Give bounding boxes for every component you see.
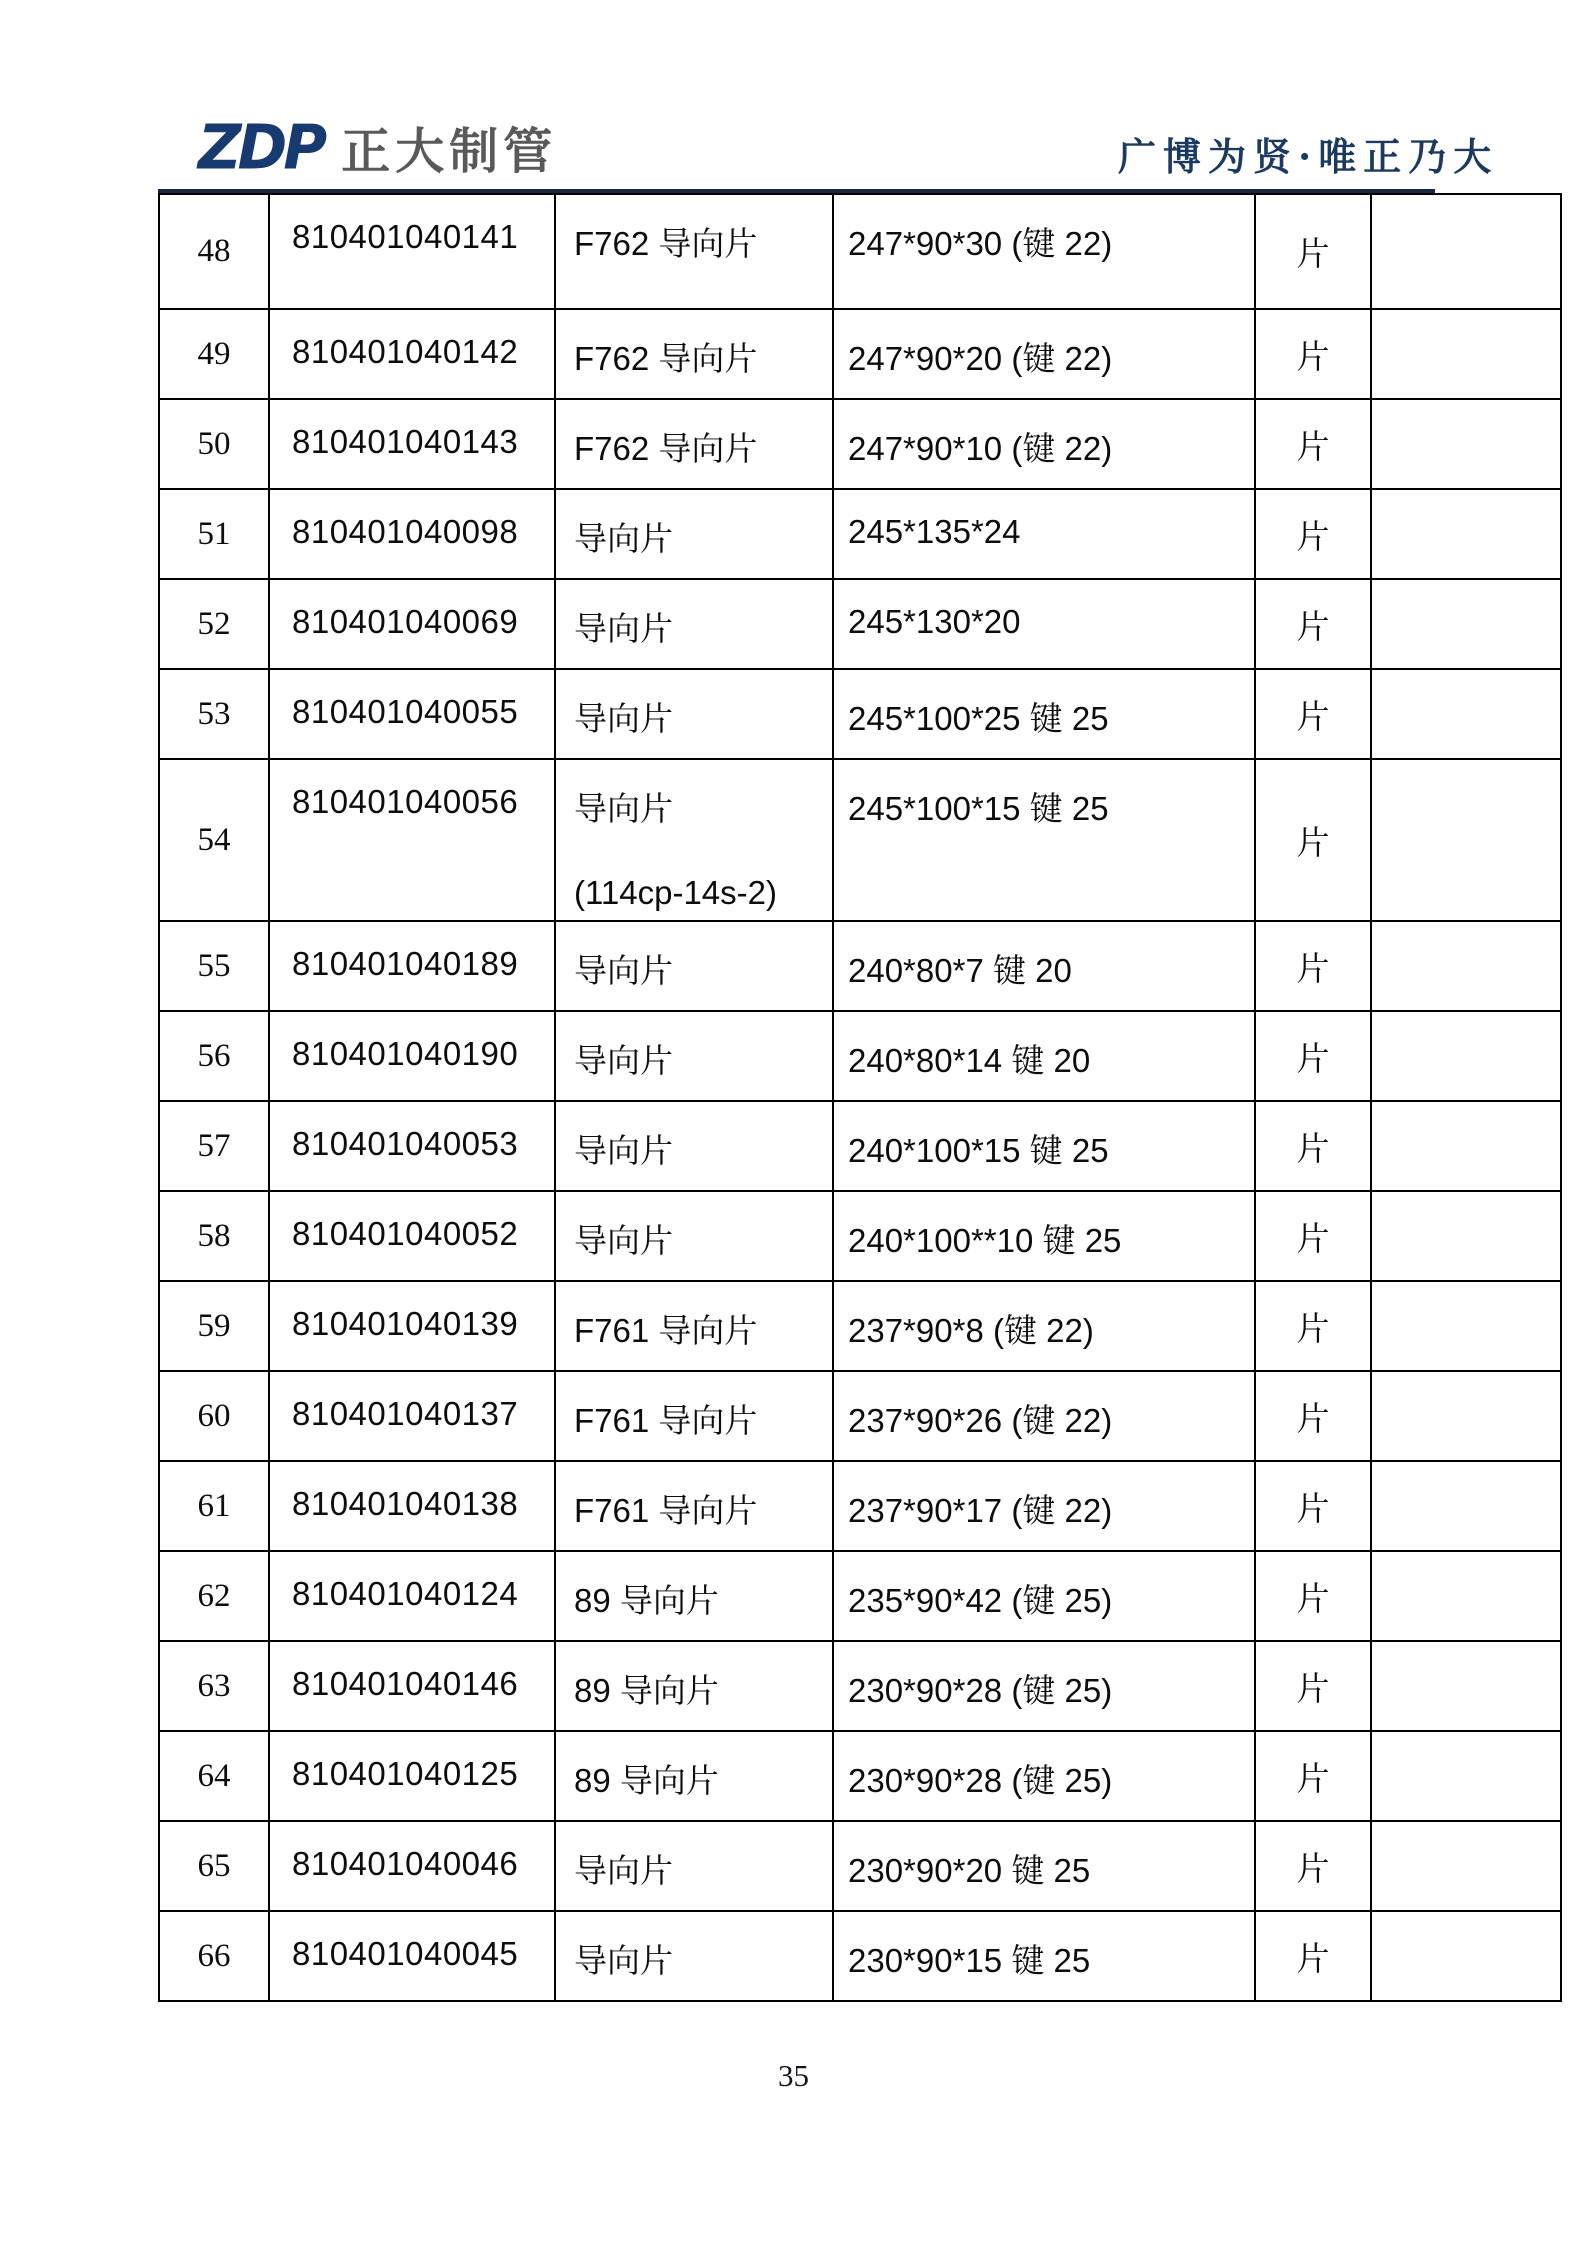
note-cell [1371,1731,1561,1821]
table-row [159,194,1561,309]
note-cell [1371,669,1561,759]
row-number-cell: 66 [159,1911,269,2001]
unit-cell: 片 [1255,1821,1371,1911]
table-row [159,309,1561,399]
material-name-line1: F762 导向片 [574,225,758,262]
table-row [159,1821,1561,1911]
parts-table [158,193,1562,2002]
row-number-cell: 52 [159,579,269,669]
row-number-cell: 57 [159,1101,269,1191]
table-row [159,759,1561,921]
note-cell [1371,1191,1561,1281]
table-row [159,1641,1561,1731]
spec-cell: 240*100**10 键 25 [833,1191,1255,1281]
material-name-line1: 导向片 [574,1942,673,1979]
material-code-cell: 810401040045 [269,1911,555,2001]
material-code-cell: 810401040098 [269,489,555,579]
row-number-cell: 49 [159,309,269,399]
material-name-cell [555,309,833,399]
note-cell [1371,489,1561,579]
material-code-cell: 810401040046 [269,1821,555,1911]
spec-cell: 247*90*20 (键 22) [833,309,1255,399]
material-name-line1: 导向片 [574,520,673,557]
material-code-cell: 810401040146 [269,1641,555,1731]
material-name-cell [555,579,833,669]
material-code-cell: 810401040056 [269,759,555,921]
row-number-cell: 63 [159,1641,269,1731]
row-number-cell: 60 [159,1371,269,1461]
spec-cell: 240*100*15 键 25 [833,1101,1255,1191]
table-row [159,399,1561,489]
row-number-cell: 48 [159,194,269,309]
header-slogan: 广博为贤·唯正乃大 [1118,134,1499,179]
unit-cell: 片 [1255,1281,1371,1371]
table-row [159,669,1561,759]
unit-cell: 片 [1255,1551,1371,1641]
material-code-cell: 810401040055 [269,669,555,759]
row-number-cell: 54 [159,759,269,921]
material-name-line1: F762 导向片 [574,340,758,377]
material-name-cell [555,1731,833,1821]
material-code-cell: 810401040190 [269,1011,555,1101]
row-number-cell: 53 [159,669,269,759]
note-cell [1371,1281,1561,1371]
material-code-cell: 810401040189 [269,921,555,1011]
spec-cell: 245*100*15 键 25 [833,759,1255,921]
spec-cell: 230*90*15 键 25 [833,1911,1255,2001]
spec-cell: 247*90*30 (键 22) [833,194,1255,309]
material-code-cell: 810401040137 [269,1371,555,1461]
row-number-cell: 59 [159,1281,269,1371]
note-cell [1371,1461,1561,1551]
note-cell [1371,1911,1561,2001]
material-name-cell [555,1011,833,1101]
material-name-cell [555,1191,833,1281]
unit-cell: 片 [1255,579,1371,669]
spec-cell: 237*90*8 (键 22) [833,1281,1255,1371]
spec-cell: 245*135*24 [833,489,1255,579]
company-name: 正大制管 [341,124,558,179]
row-number-cell: 58 [159,1191,269,1281]
material-name-cell [555,921,833,1011]
note-cell [1371,1641,1561,1731]
material-code-cell: 810401040069 [269,579,555,669]
note-cell [1371,1551,1561,1641]
unit-cell: 片 [1255,194,1371,309]
material-code-cell: 810401040052 [269,1191,555,1281]
material-code-cell: 810401040142 [269,309,555,399]
unit-cell: 片 [1255,1191,1371,1281]
parts-table-body [159,194,1561,2001]
spec-cell: 237*90*26 (键 22) [833,1371,1255,1461]
spec-cell: 247*90*10 (键 22) [833,399,1255,489]
table-row [159,921,1561,1011]
table-row [159,1011,1561,1101]
spec-cell: 230*90*20 键 25 [833,1821,1255,1911]
row-number-cell: 55 [159,921,269,1011]
spec-cell: 237*90*17 (键 22) [833,1461,1255,1551]
note-cell [1371,399,1561,489]
material-name-line2: (114cp-14s-2) [574,874,777,911]
note-cell [1371,1101,1561,1191]
material-code-cell: 810401040125 [269,1731,555,1821]
unit-cell: 片 [1255,1911,1371,2001]
unit-cell: 片 [1255,1641,1371,1731]
row-number-cell: 51 [159,489,269,579]
material-code-cell: 810401040143 [269,399,555,489]
table-row [159,1191,1561,1281]
note-cell [1371,1011,1561,1101]
material-code-cell: 810401040138 [269,1461,555,1551]
material-name-line1: F761 导向片 [574,1402,758,1439]
row-number-cell: 65 [159,1821,269,1911]
unit-cell: 片 [1255,309,1371,399]
table-row [159,1101,1561,1191]
material-name-line1: 导向片 [574,700,673,737]
row-number-cell: 62 [159,1551,269,1641]
material-name-line1: F762 导向片 [574,430,758,467]
unit-cell: 片 [1255,1371,1371,1461]
material-name-line1: F761 导向片 [574,1492,758,1529]
zdp-logo-icon: ZDP [198,112,324,184]
spec-cell: 240*80*7 键 20 [833,921,1255,1011]
table-row [159,1911,1561,2001]
material-name-cell [555,1911,833,2001]
table-row [159,1731,1561,1821]
unit-cell: 片 [1255,1461,1371,1551]
page-header [0,0,1587,195]
unit-cell: 片 [1255,1731,1371,1821]
note-cell [1371,759,1561,921]
spec-cell: 235*90*42 (键 25) [833,1551,1255,1641]
material-name-line1: F761 导向片 [574,1312,758,1349]
note-cell [1371,579,1561,669]
unit-cell: 片 [1255,399,1371,489]
unit-cell: 片 [1255,669,1371,759]
row-number-cell: 61 [159,1461,269,1551]
unit-cell: 片 [1255,921,1371,1011]
spec-cell: 230*90*28 (键 25) [833,1731,1255,1821]
material-name-cell [555,1551,833,1641]
material-name-line1: 导向片 [574,610,673,647]
table-row [159,489,1561,579]
spec-cell: 245*100*25 键 25 [833,669,1255,759]
row-number-cell: 56 [159,1011,269,1101]
material-name-cell [555,1281,833,1371]
company-logo [198,112,558,184]
material-code-cell: 810401040124 [269,1551,555,1641]
material-name-line1: 导向片 [574,1042,673,1079]
spec-cell: 230*90*28 (键 25) [833,1641,1255,1731]
row-number-cell: 50 [159,399,269,489]
note-cell [1371,1371,1561,1461]
row-number-cell: 64 [159,1731,269,1821]
table-row [159,1461,1561,1551]
material-name-cell [555,759,833,921]
material-name-line1: 89 导向片 [574,1762,719,1799]
material-code-cell: 810401040141 [269,194,555,309]
material-name-cell [555,1101,833,1191]
note-cell [1371,1821,1561,1911]
unit-cell: 片 [1255,1101,1371,1191]
page-number: 35 [778,2058,809,2093]
material-code-cell: 810401040139 [269,1281,555,1371]
material-name-line1: 导向片 [574,1852,673,1889]
note-cell [1371,309,1561,399]
material-name-cell [555,1641,833,1731]
spec-cell: 245*130*20 [833,579,1255,669]
material-name-line1: 导向片 [574,1222,673,1259]
material-name-line1: 89 导向片 [574,1582,719,1619]
material-name-cell [555,1461,833,1551]
note-cell [1371,921,1561,1011]
material-name-cell [555,1821,833,1911]
material-name-cell [555,399,833,489]
unit-cell: 片 [1255,759,1371,921]
material-code-cell: 810401040053 [269,1101,555,1191]
table-row [159,1281,1561,1371]
material-name-line1: 导向片 [574,790,673,827]
material-name-cell [555,194,833,309]
table-row [159,1551,1561,1641]
material-name-line1: 导向片 [574,1132,673,1169]
material-name-cell [555,1371,833,1461]
spec-cell: 240*80*14 键 20 [833,1011,1255,1101]
unit-cell: 片 [1255,1011,1371,1101]
material-name-line1: 89 导向片 [574,1672,719,1709]
note-cell [1371,194,1561,309]
table-row [159,579,1561,669]
material-name-cell [555,489,833,579]
unit-cell: 片 [1255,489,1371,579]
table-row [159,1371,1561,1461]
material-name-cell [555,669,833,759]
material-name-line1: 导向片 [574,952,673,989]
